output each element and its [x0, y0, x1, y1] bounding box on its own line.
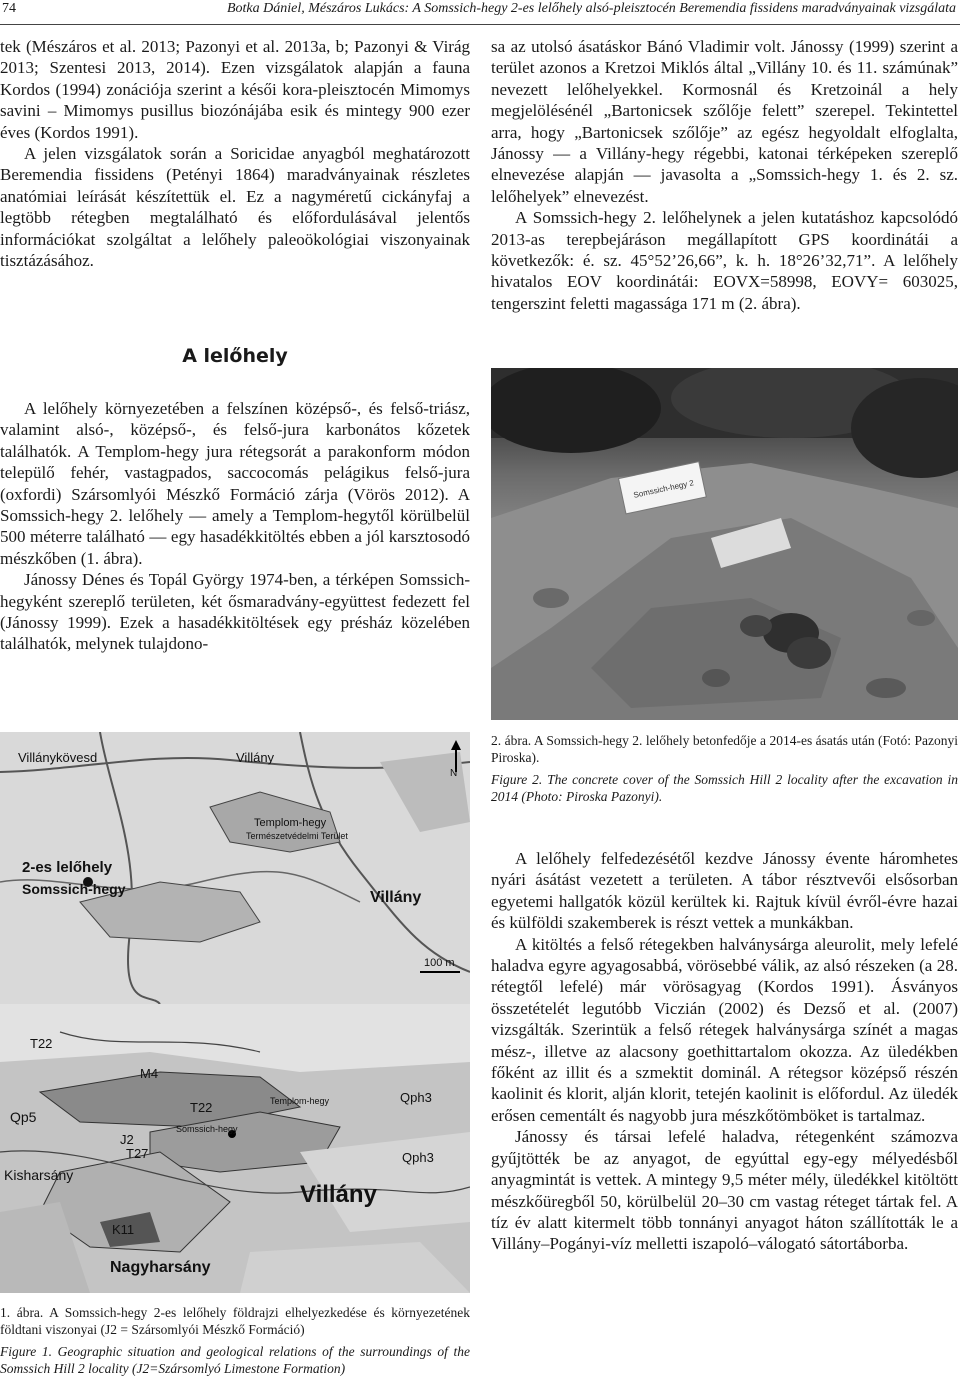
figure-2-photo: [491, 368, 958, 720]
map-label-qp5: Qp5: [10, 1109, 37, 1125]
caption-hungarian: 1. ábra. A Somssich-hegy 2-es lelőhely földrajzi elhelyezkedése és környezetének földtani viszonyai (J2 = Szársomlyói Mészkő Formáció): [0, 1305, 470, 1337]
map-label-lelohely: 2-es lelőhely: [22, 859, 113, 876]
map-label-qph3a: Qph3: [400, 1090, 432, 1105]
left-column-section: [0, 398, 470, 655]
map-label-villanykovesd: Villánykövesd: [18, 750, 98, 765]
paragraph: A lelőhely környezetében a felszínen középső-, és felső-triász, valamint alsó-, középső-, és felső-jura karbonátos kőzetek találhatók. A Templom-hegy jura rétegsorát a parakonform módon települő fehér, vastagpados, saccocomás pelágikus felső-jura (oxfordi) Szársomlyói Mészkő Formáció zárja (Vörös 2012). A Somssich-hegy 2. lelőhely — amely a Templom-hegytől körülbelül 500 méterre található — egy hasadékkitöltés ebben a jól karsztosodó mészkőben (1. ábra).: [0, 399, 470, 568]
map-label-nagyharsany: Nagyharsány: [110, 1259, 211, 1276]
paragraph: A jelen vizsgálatok során a Soricidae anyagból meghatározott Beremendia fissidens (Petényi 1864) maradványainak részletes anatómiai leírását készítettük el. Ez a nagyméretű cickányfaj a legtöbb rétegben megtalálható és előfordulásával jelentős információkat szolgáltat a lelőhely paleoökológiai viszonyainak tisztázásához.: [0, 144, 470, 271]
map-label-t22b: T22: [190, 1100, 213, 1115]
map-label-qph3b: Qph3: [402, 1150, 434, 1165]
paragraph: A lelőhely felfedezésétől kezdve Jánossy évente háromhetes nyári ásátást vezetett a területen. A tábor résztvevői elsősorban egyetemi hallgatók közül kerültek ki. Rajtuk kívül évről-évre hazai és külföldi szakemberek is részt vettek a munkákban.: [491, 849, 958, 933]
map-label-somssich-hegy: Somssich-hegy: [22, 881, 126, 897]
caption-hungarian: 2. ábra. A Somssich-hegy 2. lelőhely betonfedője a 2014-es ásatás után (Fotó: Pazonyi Piroska).: [491, 733, 958, 765]
left-column-top: [0, 36, 470, 271]
map-label-k11: K11: [112, 1222, 135, 1237]
map-label-kisharsany: Kisharsány: [4, 1167, 74, 1183]
paragraph: sa az utolsó ásatáskor Bánó Vladimir volt. Jánossy (1999) szerint a terület azonos a Kretzoi Miklós által „Villány 10. és 11. számúnak” nevezett lelőhelyekkel. Kormosnál és Kretzoinál a hely megjelölésénél „Bartonicsek szőlője felett” szerepel. Tekintettel arra, hogy „Bartonicsek szőlője” az egész hegyoldalt elfoglalta, Jánossy — a Villány-hegy régebbi, katonai térképeken szereplő elnevezése alapján — javasolta a „Somssich-hegy 1. és 2. sz. lelőhelyek” elnevezést.: [491, 37, 958, 206]
scale-bar-label: 100 m: [424, 957, 455, 969]
figure-1-caption: [0, 1304, 470, 1382]
paragraph: tek (Mészáros et al. 2013; Pazonyi et al. 2013a, b; Pazonyi & Virág 2013; Szentesi 2013, 2014). Ezen vizsgálatok alapján a fauna Kordos (1994) zonációja szerint a késői kora-pleisztocén Mimomys savini – Mimomys pusillus biozónájába esik és mintegy 900 ezer éves (Kordos 1991).: [0, 37, 470, 142]
map-label-templom: Templom-hegy: [270, 1096, 330, 1106]
photo-illustration: [491, 368, 958, 720]
sign-text: Somssich-hegy 2: [632, 478, 695, 500]
right-column-bottom: [491, 848, 958, 1255]
map-label-somssich: Somssich-hegy: [176, 1124, 238, 1134]
page-number: 74: [2, 1, 16, 16]
section-heading: A lelőhely: [182, 345, 288, 367]
map-label-templom-hegy: Templom-hegy: [254, 817, 327, 829]
caption-english: Figure 2. The concrete cover of the Somssich Hill 2 locality after the excavation in 2014 (Photo: Piroska Pazonyi).: [491, 772, 958, 804]
map-label-villany: Villány: [300, 1181, 377, 1208]
running-header: [0, 0, 960, 25]
paragraph: A Somssich-hegy 2. lelőhelynek a jelen kutatáshoz kapcsolódó 2013-as terepbejáráson megállapított GPS koordinátái a következők: é. sz. 45°52’26,66”, k. h. 18°26’32,71”. A lelőhely hivatalos EOV koordinátái: EOVX=58998, EOVY= 603025, tengerszint feletti magassága 171 m (2. ábra).: [491, 208, 958, 313]
paragraph: A kitöltés a felső rétegekben halványsárga aleurolit, mely lefelé haladva egyre agyagosabbá, vörösebbé válik, az alsó részeken (a 28. rétegtől lefelé) már vörösagyag (Kordos 1991). Ásványos összetételét legutóbb Viczián (2002) és Dezső et al. (2007) vizsgálták. Szerintük a felső rétegek halványsárga színét a magas mész-, illetve az alacsony goethittartalom okozza. Az üledékben főként az illit és a szmektit dominál. A rétegsor középső részén kaolinit és klorit, alján klorit, tetején kaolinit is előfordul. Az üledék erősen cementált és nagyobb jura mészkőtömböket is tartalmaz.: [491, 934, 958, 1125]
right-column-top: [491, 36, 958, 314]
map-label-villany-top: Villány: [236, 750, 275, 765]
map-label-t22a: T22: [30, 1036, 53, 1051]
caption-english: Figure 1. Geographic situation and geological relations of the surroundings of the Somssich Hill 2 locality (J2=Szársomlyó Limestone Formation): [0, 1344, 470, 1376]
paragraph: Jánossy és társai lefelé haladva, rétegenként számozva gyűjtötték be az anyagot, de egyúttal egy-egy mélyedésből anyagmintát is vettek. A mintegy 9,5 méter mély, üledékkel kitöltött mészkőüregből 50, körülbelül 20–30 cm vastag réteget tártak fel. A tíz év alatt kitermelt több tonnányi anyagot háton szállították le a Villány–Pogányi-víz melletti iszapoló–válogató sátortáborba.: [491, 1127, 958, 1254]
figure-2-caption: [491, 732, 958, 810]
map-label-t27: T27: [126, 1146, 149, 1161]
figure-1-maps: [0, 732, 470, 1293]
paragraph: Jánossy Dénes és Topál György 1974-ben, a térképen Somssich-hegyként szereplő területen, két ősmaradvány-együttest fedezett fel (Jánossy 1999). Ezek a hasadékkitöltések egy présház közelében találhatók, melynek tulajdono-: [0, 570, 470, 654]
map-illustration: [0, 732, 470, 1293]
running-title: Botka Dániel, Mészáros Lukács: A Somssich-hegy 2-es lelőhely alsó-pleisztocén Beremendia fissidens maradványainak vizsgálata: [226, 1, 956, 16]
map-label-j2: J2: [120, 1132, 134, 1147]
north-arrow-label: N: [450, 768, 458, 779]
map-label-villany-mid: Villány: [370, 889, 422, 906]
map-label-m4: M4: [140, 1066, 159, 1081]
map-label-templom-hegy-sub: Természetvédelmi Terület: [246, 831, 348, 841]
